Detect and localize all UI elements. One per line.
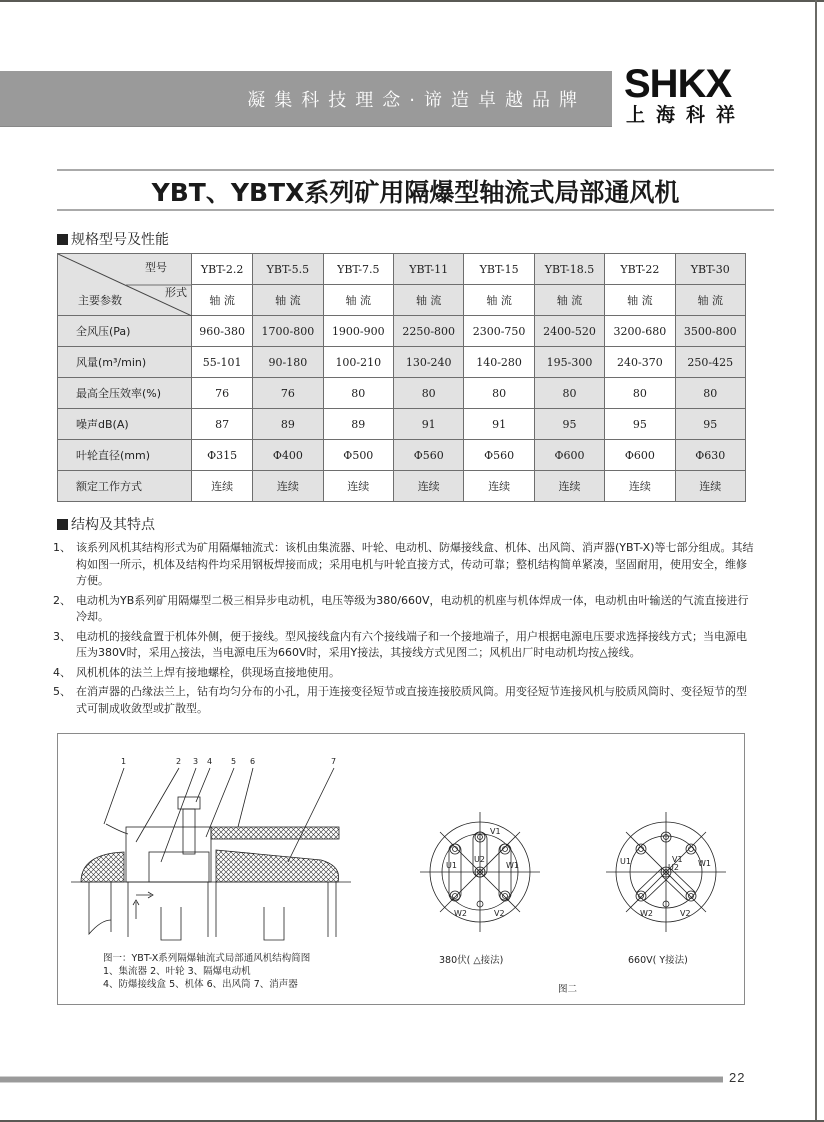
table-cell: 87 [192,409,253,440]
spec-heading-text: 规格型号及性能 [71,232,169,248]
list-item [53,593,757,626]
part-label: 4 [207,757,213,766]
form-cell: 轴 流 [534,285,604,316]
table-cell: 2250-800 [394,316,464,347]
table-cell: 89 [253,409,323,440]
table-cell: 连续 [534,471,604,502]
features-section-heading [57,514,155,534]
item-number: 4、 [53,665,71,679]
item-text: 在消声器的凸缘法兰上，钻有均匀分布的小孔，用于连接变径短节或直接连接胶质风筒。用变径短节连接风机与胶质风筒时、变径短节的型式可制成收敛型或扩散型。 [76,685,747,715]
list-item [53,540,757,590]
list-item [53,665,757,682]
model-cell: YBT-22 [605,254,675,285]
header-banner [0,71,612,127]
part-label: 6 [250,757,256,766]
item-text: 风机机体的法兰上焊有接地螺栓，供现场直接地使用。 [76,665,340,679]
part-label: 3 [193,757,199,766]
footer-bar [0,1076,723,1083]
table-cell: 195-300 [534,347,604,378]
features-list [53,540,757,720]
table-cell: 140-280 [464,347,534,378]
logo-text: SHKX [624,62,732,106]
table-cell: 80 [464,378,534,409]
row-label: 额定工作方式 [58,471,192,502]
page-top-border [0,0,824,2]
table-row [58,316,746,347]
spec-table [57,253,746,502]
model-cell: YBT-7.5 [323,254,393,285]
table-cell: 80 [323,378,393,409]
item-number: 1、 [53,541,71,554]
title-rule-top [57,169,774,171]
logo-chinese: 上海科祥 [626,104,747,126]
header-model-label: 型号 [145,261,167,274]
features-heading-text: 结构及其特点 [71,517,155,533]
table-row [58,440,746,471]
table-cell: 3200-680 [605,316,675,347]
terminal-label: W1 [698,859,711,868]
model-cell: YBT-5.5 [253,254,323,285]
model-cell: YBT-11 [394,254,464,285]
table-cell: 130-240 [394,347,464,378]
terminal-label: W2 [454,909,467,918]
delta-caption: 380伏( △接法) [439,955,504,966]
terminal-label: U1 [446,861,457,870]
form-cell: 轴 流 [394,285,464,316]
terminal-label: V2 [494,909,505,918]
model-cell: YBT-15 [464,254,534,285]
item-text: 该系列风机其结构形式为矿用隔爆轴流式：该机由集流器、叶轮、电动机、防爆接线盒、机体、出风筒、消声器(YBT-X)等七部分组成。其结构如图一所示，机体及结构件均采用钢板焊接而成；采用电机与叶轮直接方式，传动可靠；整机结构简单紧凑，坚固耐用，使用安全，维修方便。 [76,541,754,587]
form-cell: 轴 流 [675,285,745,316]
table-cell: 80 [675,378,745,409]
wye-caption: 660V( Y接法) [628,955,688,966]
square-bullet-icon [57,519,68,530]
delta-wiring-diagram [420,812,540,932]
part-label: 1 [121,757,127,766]
table-cell: 91 [394,409,464,440]
terminal-label: V1 [672,855,683,864]
table-cell: 2300-750 [464,316,534,347]
table-cell: 240-370 [605,347,675,378]
brand-logo [624,62,754,130]
table-cell: 95 [605,409,675,440]
table-cell: 76 [253,378,323,409]
table-cell: Φ560 [394,440,464,471]
row-label: 叶轮直径(mm) [58,440,192,471]
table-cell: Φ600 [605,440,675,471]
table-cell: Φ630 [675,440,745,471]
table-cell: 250-425 [675,347,745,378]
terminal-label: U2 [668,863,679,872]
item-text: 电动机为YB系列矿用隔爆型二极三相异步电动机，电压等级为380/660V，电动机的机座与机体焊成一体，电动机由叶输送的气流直接进行冷却。 [76,593,749,623]
table-cell: 连续 [253,471,323,502]
table-cell: 连续 [675,471,745,502]
table-cell: 连续 [323,471,393,502]
list-item [53,629,757,662]
figure2-title: 图二 [558,984,578,995]
form-cell: 轴 流 [323,285,393,316]
table-cell: 3500-800 [675,316,745,347]
table-row-models [58,254,746,285]
table-cell: 91 [464,409,534,440]
table-cell: Φ600 [534,440,604,471]
part-label: 2 [176,757,182,766]
form-cell: 轴 流 [192,285,253,316]
table-cell: 连续 [192,471,253,502]
table-header-diagonal [58,254,192,316]
part-label: 5 [231,757,237,766]
header-form-label: 形式 [165,286,187,299]
figure-box [57,733,745,1005]
table-row [58,347,746,378]
table-cell: 90-180 [253,347,323,378]
wye-wiring-diagram [606,812,726,932]
table-cell: Φ560 [464,440,534,471]
terminal-label: V2 [680,909,691,918]
figure1-legend-line: 1、集流器 2、叶轮 3、隔爆电动机 [103,966,251,977]
table-cell: Φ500 [323,440,393,471]
figure1-legend-line: 4、防爆接线盒 5、机体 6、出风筒 7、消声器 [103,979,298,990]
figure1-caption [103,952,310,991]
title-rule-bottom [57,209,774,211]
table-cell: Φ315 [192,440,253,471]
table-cell: 1900-900 [323,316,393,347]
list-item [53,684,757,717]
table-cell: 1700-800 [253,316,323,347]
row-label: 风量(m³/min) [58,347,192,378]
terminal-label: U1 [620,857,631,866]
item-number: 5、 [53,685,71,698]
model-cell: YBT-30 [675,254,745,285]
table-cell: 连续 [394,471,464,502]
form-cell: 轴 流 [464,285,534,316]
terminal-label: U2 [474,855,485,864]
table-cell: 80 [534,378,604,409]
terminal-label: V1 [490,827,501,836]
table-row [58,378,746,409]
page-right-border [815,0,817,1122]
table-cell: 80 [394,378,464,409]
table-cell: 55-101 [192,347,253,378]
terminal-label: W2 [640,909,653,918]
fan-structure-diagram [66,742,356,957]
table-cell: Φ400 [253,440,323,471]
item-number: 3、 [53,629,71,643]
item-number: 2、 [53,593,71,607]
table-cell: 80 [605,378,675,409]
item-text: 电动机的接线盒置于机体外侧，便于接线。型风接线盒内有六个接线端子和一个接地端子，用户根据电源电压要求选择接线方式；当电源电压为380V时，采用△接法，当电源电压为660V时，采用Y接法，其接线方式见图二；风机出厂时电动机均按△接线。 [76,629,747,659]
slogan: 凝集科技理念·谛造卓越品牌 [247,90,586,111]
table-cell: 960-380 [192,316,253,347]
table-cell: 2400-520 [534,316,604,347]
figure1-title: 图一：YBT-X系列隔爆轴流式局部通风机结构简图 [103,953,311,964]
table-cell: 100-210 [323,347,393,378]
table-cell: 89 [323,409,393,440]
page-title: YBT、YBTX系列矿用隔爆型轴流式局部通风机 [151,178,680,207]
part-label: 7 [331,757,337,766]
table-cell: 95 [675,409,745,440]
table-row [58,471,746,502]
table-cell: 连续 [605,471,675,502]
square-bullet-icon [57,234,68,245]
table-cell: 95 [534,409,604,440]
row-label: 最高全压效率(%) [58,378,192,409]
table-row [58,409,746,440]
page-number: 22 [729,1070,746,1085]
row-label: 噪声dB(A) [58,409,192,440]
terminal-label: W1 [506,861,519,870]
spec-section-heading [57,229,169,249]
table-cell: 连续 [464,471,534,502]
header-params-label: 主要参数 [78,294,122,307]
form-cell: 轴 流 [253,285,323,316]
model-cell: YBT-2.2 [192,254,253,285]
form-cell: 轴 流 [605,285,675,316]
table-cell: 76 [192,378,253,409]
row-label: 全风压(Pa) [58,316,192,347]
model-cell: YBT-18.5 [534,254,604,285]
